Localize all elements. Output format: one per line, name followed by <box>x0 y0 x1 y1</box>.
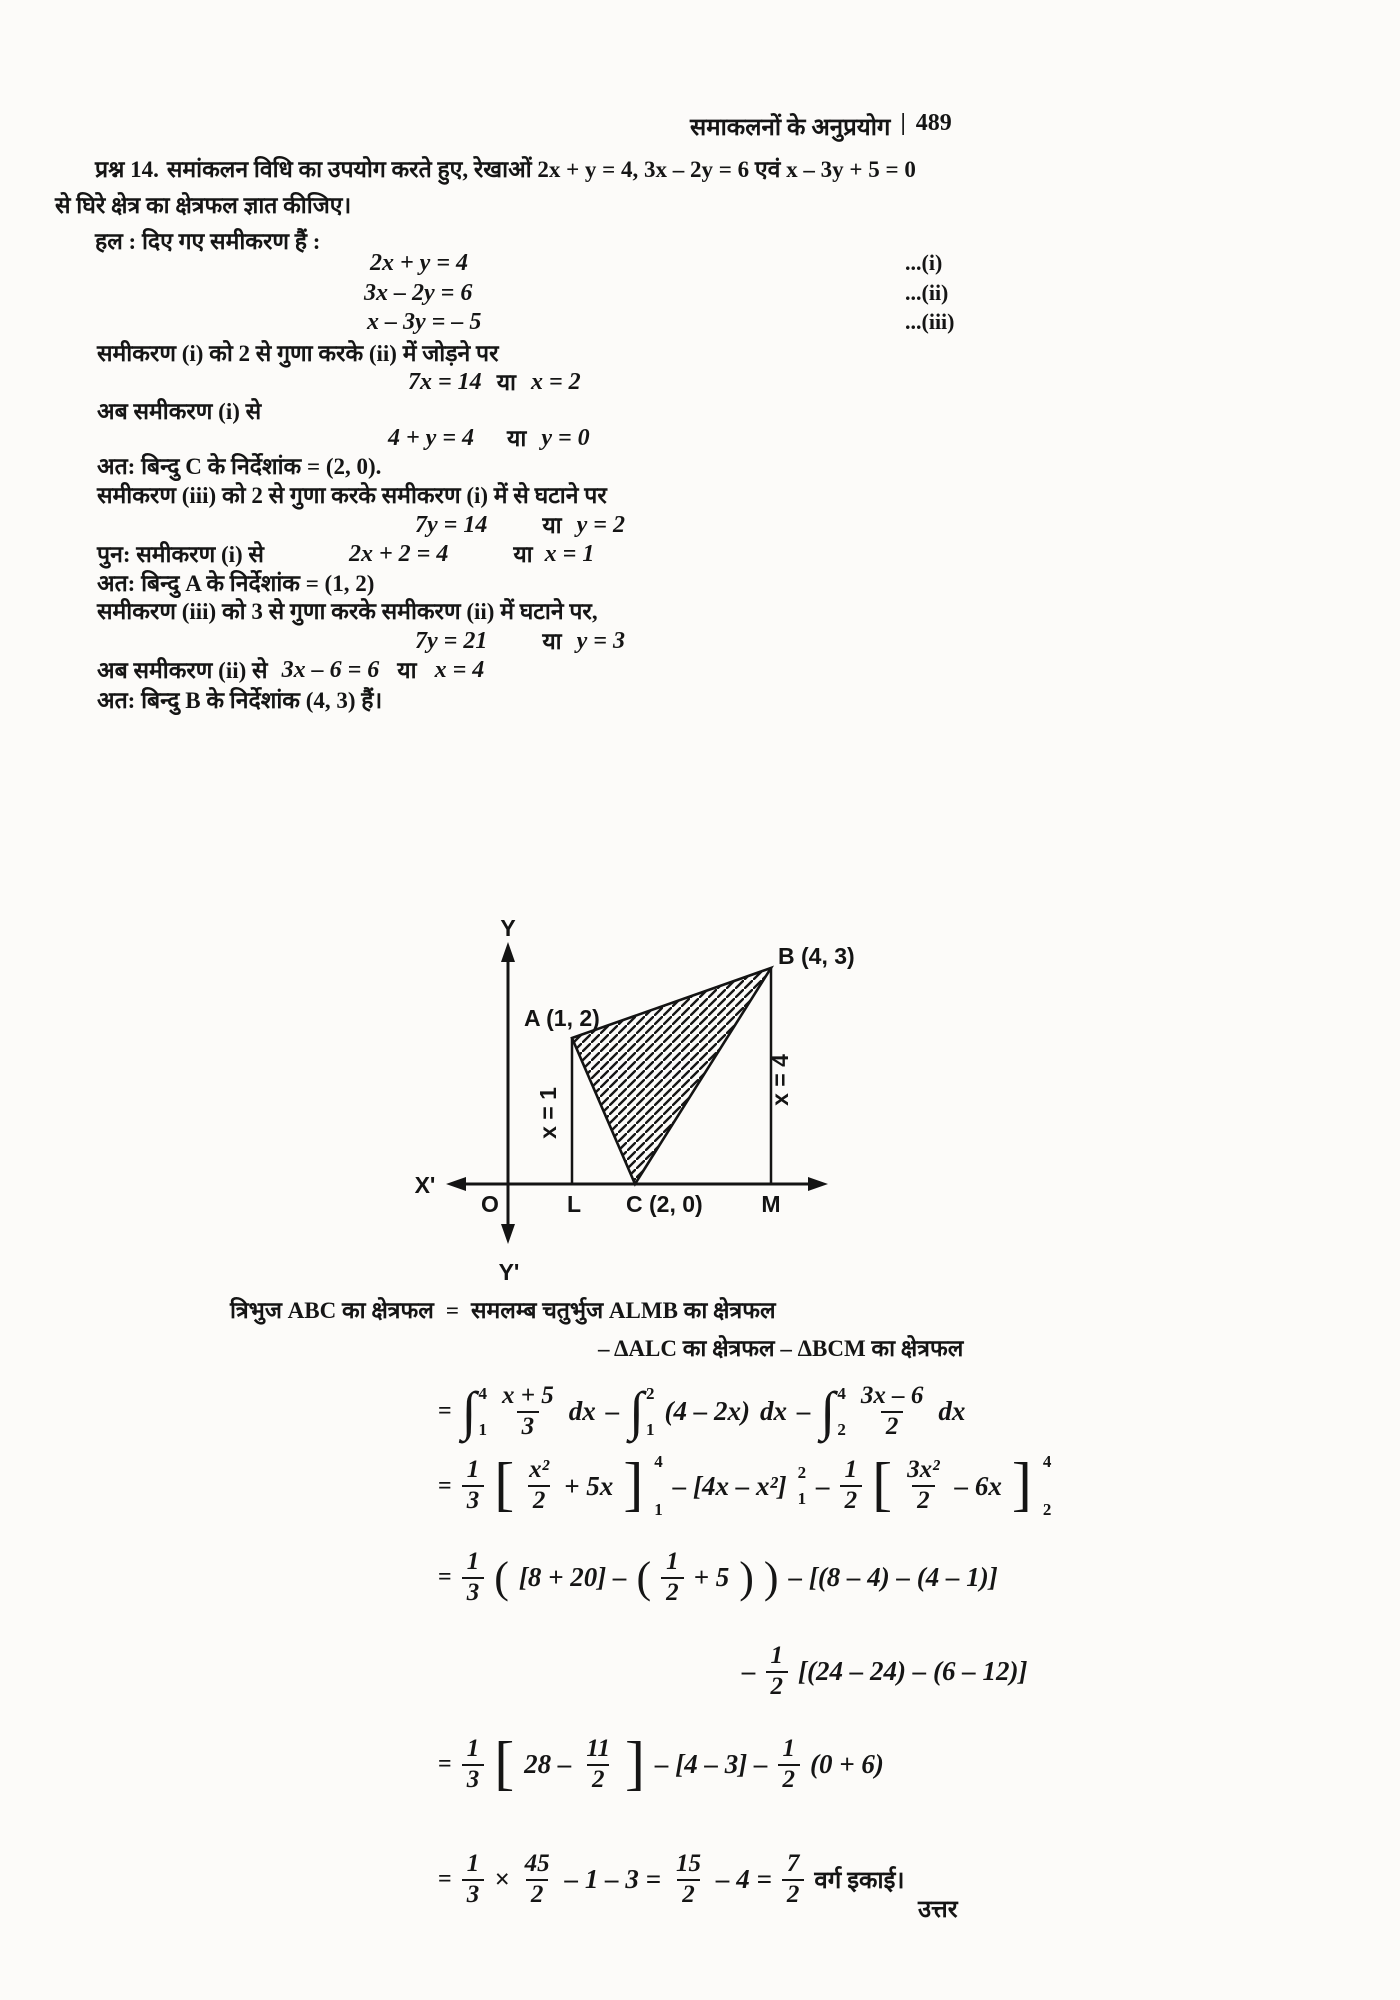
line-x4-label: x = 4 <box>767 1054 793 1106</box>
triangle-region-figure <box>330 908 910 1293</box>
area-rhs: समलम्ब चतुर्भुज ALMB का क्षेत्रफल <box>470 1298 776 1323</box>
equation-part: y = 2 <box>576 512 625 539</box>
x-axis-right-arrow-icon <box>808 1177 828 1191</box>
step-text-2: अब समीकरण (i) से <box>97 399 262 424</box>
line-x1-label: x = 1 <box>535 1087 561 1139</box>
given-equation-1 <box>0 250 1400 280</box>
or-label: या <box>542 629 562 654</box>
equation-part: x = 4 <box>434 657 485 684</box>
point-c-statement: अत: बिन्दु C के निर्देशांक = (2, 0). <box>97 454 382 479</box>
y-axis-down-arrow-icon <box>501 1224 515 1244</box>
area-lhs: त्रिभुज ABC का क्षेत्रफल <box>230 1298 434 1323</box>
upper-limit: 4 <box>654 1452 663 1471</box>
dx-term: dx <box>568 1396 596 1427</box>
step-equation-1 <box>408 368 581 398</box>
left-bracket: [ <box>872 1451 893 1517</box>
calc-line-substitution <box>438 1548 998 1608</box>
x-prime-label: X' <box>414 1172 436 1198</box>
fraction: $\frac{1}{3}$ <box>462 1548 485 1608</box>
given-equation-2 <box>0 280 1400 310</box>
right-paren: ) <box>739 1552 754 1602</box>
minus-sign: – <box>605 1396 620 1427</box>
y-prime-label: Y' <box>498 1259 520 1285</box>
equals-sign: = <box>438 1564 452 1591</box>
fraction: $\frac{1}{3}$ <box>462 1850 485 1910</box>
step-text-3: समीकरण (iii) को 2 से गुणा करके समीकरण (i) में से घटाने पर <box>97 483 607 508</box>
lower-limit: 1 <box>646 1419 655 1439</box>
chapter-title: समाकलनों के अनुप्रयोग <box>690 115 891 141</box>
or-label: या <box>542 513 562 538</box>
question-number: प्रश्न 14. <box>95 157 159 182</box>
term: – [4x – x²] <box>672 1470 787 1501</box>
origin-label: O <box>481 1191 499 1217</box>
minus-sign: – <box>797 1396 811 1427</box>
lower-limit: 1 <box>797 1489 807 1508</box>
fraction: $\frac{1}{3}$ <box>462 1456 485 1516</box>
fraction: $\frac{1}{2}$ <box>661 1548 684 1608</box>
point-a-label: A (1, 2) <box>524 1005 600 1031</box>
equals-sign: = <box>445 1298 459 1323</box>
point-c-label: C (2, 0) <box>626 1191 703 1217</box>
term: – [(8 – 4) – (4 – 1)] <box>788 1562 998 1593</box>
equation-part: 7x = 14 <box>408 369 482 396</box>
x-axis-left-arrow-icon <box>446 1177 466 1191</box>
fraction: $\frac{7}{2}$ <box>782 1850 805 1910</box>
point-l-label: L <box>566 1191 582 1217</box>
shaded-triangle-abc <box>572 968 771 1184</box>
fraction: $\frac{1}{3}$ <box>462 1735 485 1795</box>
answer-label: उत्तर <box>918 1897 958 1923</box>
area-statement-line-2: – ΔALC का क्षेत्रफल – ΔBCM का क्षेत्रफल <box>598 1336 964 1361</box>
upper-limit: 4 <box>478 1383 487 1403</box>
term: (0 + 6) <box>810 1749 884 1780</box>
lower-limit: 1 <box>478 1419 487 1439</box>
lower-limit: 2 <box>837 1419 846 1439</box>
term: – 1 – 3 = <box>564 1864 661 1895</box>
upper-limit: 2 <box>797 1463 807 1482</box>
left-bracket: [ <box>494 1729 515 1796</box>
fraction: $\frac{11}{2}$ <box>586 1735 611 1793</box>
equals-sign: = <box>438 1751 452 1778</box>
equation-tag: ...(i) <box>905 250 943 275</box>
step-equation-3 <box>415 511 625 541</box>
lower-limit: 2 <box>1042 1500 1052 1519</box>
term: – 4 = <box>715 1864 772 1895</box>
equation-part: 7y = 14 <box>415 512 488 539</box>
integral-2 <box>629 1381 655 1442</box>
calc-line-result <box>438 1850 905 1910</box>
step-text-5: समीकरण (iii) को 3 से गुणा करके समीकरण (ii) में घटाने पर, <box>97 599 598 624</box>
step-text-1: समीकरण (i) को 2 से गुणा करके (ii) में जोड़ने पर <box>97 341 499 366</box>
integral-icon: ∫ <box>820 1381 836 1442</box>
question-line-1 <box>55 155 1175 185</box>
integral-icon: ∫ <box>461 1381 477 1442</box>
step-row-4 <box>97 540 594 570</box>
term: – [4 – 3] – <box>655 1749 768 1780</box>
point-b-statement: अत: बिन्दु B के निर्देशांक (4, 3) हैं। <box>97 688 383 713</box>
equation-text: 2x + y = 4 <box>370 250 469 276</box>
or-label: या <box>513 542 533 567</box>
calc-line-carryover <box>742 1642 1027 1702</box>
fraction: $\frac{15}{2}$ <box>675 1850 701 1908</box>
solution-heading: हल : दिए गए समीकरण हैं : <box>95 229 321 254</box>
equation-part: x = 2 <box>531 369 581 396</box>
calc-line-simplify <box>438 1729 884 1796</box>
equation-part: x = 1 <box>544 541 595 568</box>
equation-part: y = 0 <box>541 425 590 452</box>
or-label: या <box>397 658 417 683</box>
fraction: $\frac{\text{x²}}{2}$ <box>529 1456 550 1514</box>
integral-3 <box>820 1381 846 1442</box>
geometry-diagram <box>330 908 910 1298</box>
term: + 5 <box>693 1562 730 1593</box>
step-equation-4 <box>415 627 625 657</box>
equation-tag: ...(iii) <box>905 309 955 334</box>
point-b-label: B (4, 3) <box>778 943 855 969</box>
equals-sign: = <box>438 1472 452 1499</box>
term: [(24 – 24) – (6 – 12)] <box>798 1656 1028 1687</box>
fraction: $\frac{x + 5}{3}$ <box>501 1382 554 1440</box>
left-paren: ( <box>636 1552 652 1602</box>
point-a-statement: अत: बिन्दु A के निर्देशांक = (1, 2) <box>97 571 375 596</box>
right-paren: ) <box>763 1552 779 1602</box>
step-equation-2 <box>388 424 590 454</box>
upper-limit: 4 <box>1042 1452 1052 1471</box>
equation-part: 4 + y = 4 <box>388 425 475 452</box>
fraction: $\frac{45}{2}$ <box>524 1850 550 1908</box>
step-label: अब समीकरण (ii) से <box>97 658 268 683</box>
equation-part: 2x + 2 = 4 <box>348 541 449 568</box>
right-bracket: ] <box>625 1729 646 1796</box>
term: 28 – <box>524 1749 572 1780</box>
calc-line-integrals <box>438 1382 965 1442</box>
equation-part: 3x – 6 = 6 <box>281 657 380 684</box>
upper-limit: 2 <box>646 1383 655 1403</box>
fraction: $\frac{1}{2}$ <box>766 1642 789 1702</box>
or-label: या <box>496 370 516 395</box>
minus-sign: – <box>816 1470 830 1501</box>
equation-text: x – 3y = – 5 <box>367 309 482 335</box>
question-line-2: से घिरे क्षेत्र का क्षेत्रफल ज्ञात कीजिए। <box>55 193 352 218</box>
question-text: समांकलन विधि का उपयोग करते हुए, रेखाओं 2x + y = 4, 3x – 2y = 6 एवं x – 3y + 5 = 0 <box>166 157 916 182</box>
y-axis-up-arrow-icon <box>501 942 515 962</box>
equation-text: 3x – 2y = 6 <box>364 280 473 306</box>
fraction: $\frac{3x - 6}{2}$ <box>860 1382 924 1440</box>
equation-tag: ...(ii) <box>905 280 949 305</box>
integrand: (4 – 2x) <box>664 1396 751 1427</box>
upper-limit: 4 <box>837 1383 846 1403</box>
y-axis-label: Y <box>500 915 516 941</box>
left-bracket: [ <box>494 1451 515 1517</box>
right-bracket: ] <box>1011 1451 1032 1517</box>
dx-term: dx <box>938 1396 966 1427</box>
left-paren: ( <box>494 1552 509 1602</box>
step-row-6 <box>97 656 484 686</box>
term: – 6x <box>954 1470 1002 1501</box>
fraction: $\frac{\text{3x²}}{2}$ <box>907 1456 940 1514</box>
minus-sign: – <box>742 1656 756 1687</box>
dx-term: dx <box>760 1396 788 1427</box>
page-header <box>690 110 952 143</box>
header-separator: | <box>900 110 906 136</box>
given-equation-3 <box>0 309 1400 339</box>
equals-sign: = <box>438 1398 452 1425</box>
fraction: $\frac{1}{2}$ <box>840 1456 863 1516</box>
integral-icon: ∫ <box>629 1381 645 1442</box>
equation-part: 7y = 21 <box>415 628 488 655</box>
point-m-label: M <box>761 1191 781 1217</box>
page-number: 489 <box>915 110 952 136</box>
or-label: या <box>507 426 527 451</box>
step-label: पुन: समीकरण (i) से <box>97 542 264 567</box>
term: + 5x <box>564 1470 614 1501</box>
units-label: वर्ग इकाई। <box>814 1868 905 1895</box>
equation-part: y = 3 <box>576 628 625 655</box>
lower-limit: 1 <box>654 1500 663 1519</box>
term: [8 + 20] – <box>518 1562 627 1593</box>
area-statement-line-1 <box>230 1296 776 1326</box>
multiply-sign: × <box>494 1864 510 1895</box>
calc-line-antiderivatives <box>438 1452 1051 1520</box>
fraction: $\frac{1}{2}$ <box>778 1735 801 1795</box>
integral-1 <box>461 1381 487 1442</box>
equals-sign: = <box>438 1866 452 1893</box>
right-bracket: ] <box>623 1451 644 1517</box>
